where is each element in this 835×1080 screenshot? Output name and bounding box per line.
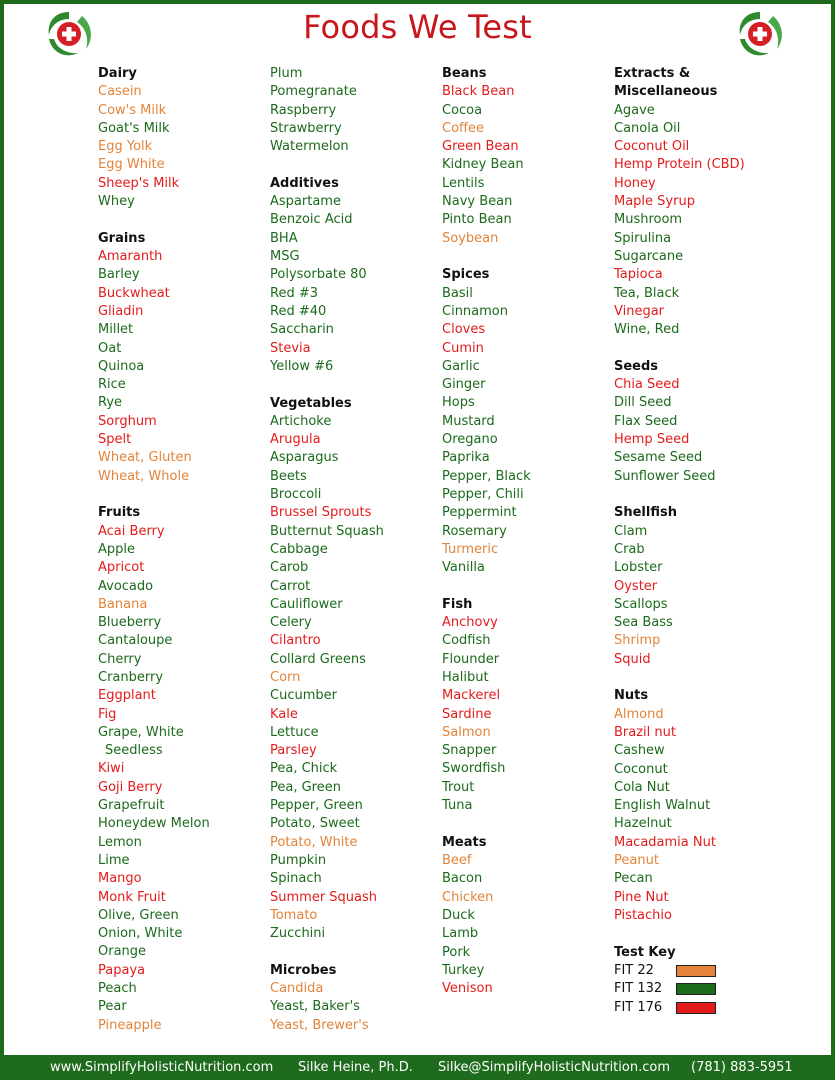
food-item: Plum: [270, 66, 303, 81]
food-item: Yeast, Baker's: [270, 999, 360, 1015]
food-item: Basil: [442, 285, 473, 301]
food-item: Acai Berry: [98, 523, 165, 539]
food-category: [442, 65, 612, 248]
food-item: Cucumber: [270, 688, 337, 704]
category-heading: Microbes: [270, 962, 337, 978]
food-item: Chicken: [442, 889, 494, 905]
food-item: Collard Greens: [270, 651, 366, 667]
food-item: Cabbage: [270, 541, 328, 557]
food-item: Turmeric: [442, 541, 499, 557]
food-item: BHA: [270, 230, 298, 246]
food-item: Pistachio: [614, 907, 672, 923]
food-item: Navy Bean: [442, 194, 513, 210]
food-item: Celery: [270, 615, 312, 631]
food-item: Cherry: [98, 651, 142, 667]
food-item: Anchovy: [442, 615, 498, 631]
food-item: Peanut: [614, 853, 659, 869]
food-item: Codfish: [442, 633, 491, 649]
food-item: Orange: [98, 944, 147, 960]
food-item: Buckwheat: [98, 285, 170, 301]
food-item: Mushroom: [614, 212, 683, 228]
food-item: Grapefruit: [98, 798, 165, 814]
food-item: Beef: [442, 853, 472, 869]
food-item: Brazil nut: [614, 724, 676, 740]
food-item: English Walnut: [614, 798, 711, 814]
food-category: [98, 230, 268, 486]
food-item: Artichoke: [270, 413, 332, 429]
food-item: Goat's Milk: [98, 120, 170, 136]
category-heading: Seeds: [614, 358, 659, 374]
food-item: Ginger: [442, 377, 486, 393]
test-key-label: FIT 176: [614, 999, 663, 1015]
food-item: Lamb: [442, 926, 479, 942]
category-heading: Spices: [442, 267, 490, 283]
food-item: Parsley: [270, 743, 317, 759]
food-item: Agave: [614, 102, 655, 118]
food-category: [614, 504, 784, 669]
food-item: Tapioca: [614, 267, 663, 283]
test-key-label: FIT 132: [614, 981, 663, 997]
food-item: Mustard: [442, 413, 495, 429]
food-item: Pineapple: [98, 1017, 162, 1033]
food-item: Goji Berry: [98, 779, 163, 795]
food-item: Olive, Green: [98, 907, 179, 923]
food-item: Honeydew Melon: [98, 816, 210, 832]
food-item: Grape, White: [98, 724, 184, 740]
food-item: Spelt: [98, 432, 132, 448]
test-key-swatch: [676, 983, 716, 995]
food-item: Tomato: [270, 907, 318, 923]
food-category: [442, 596, 612, 816]
food-item: Wheat, Whole: [98, 468, 190, 484]
food-item: Flounder: [442, 651, 500, 667]
food-item: Carob: [270, 560, 309, 576]
food-column-4: [614, 65, 784, 1035]
category-heading: Nuts: [614, 688, 649, 704]
food-item: Sunflower Seed: [614, 468, 716, 484]
food-item: Watermelon: [270, 139, 349, 155]
food-item: Honey: [614, 175, 656, 191]
category-heading: Grains: [98, 230, 146, 246]
food-item: Rosemary: [442, 523, 507, 539]
food-item: Fig: [98, 706, 117, 722]
footer-website-link[interactable]: www.SimplifyHolisticNutrition.com: [50, 1060, 274, 1075]
test-key-row: [614, 980, 784, 998]
food-item: Polysorbate 80: [270, 267, 367, 283]
food-item: Bacon: [442, 871, 483, 887]
food-item: Pepper, Green: [270, 798, 363, 814]
food-category: [270, 395, 440, 944]
food-item: Papaya: [98, 962, 146, 978]
test-key-row: [614, 999, 784, 1017]
category-heading: Miscellaneous: [614, 84, 718, 100]
food-item: Eggplant: [98, 688, 156, 704]
category-heading: Fish: [442, 596, 473, 612]
food-item: Sardine: [442, 706, 492, 722]
food-item: Pecan: [614, 871, 653, 887]
food-item: Tuna: [442, 798, 473, 814]
food-item: Pork: [442, 944, 471, 960]
food-item: Pear: [98, 999, 127, 1015]
food-item: MSG: [270, 249, 300, 265]
food-item: Turkey: [442, 962, 485, 978]
food-item: Venison: [442, 981, 493, 997]
food-item: Cola Nut: [614, 779, 670, 795]
food-item: Broccoli: [270, 487, 322, 503]
food-item: Hemp Protein (CBD): [614, 157, 745, 173]
food-item: Wheat, Gluten: [98, 450, 192, 466]
food-item: Almond: [614, 706, 664, 722]
food-item: Corn: [270, 669, 301, 685]
food-item: Cocoa: [442, 102, 483, 118]
category-heading: Meats: [442, 834, 487, 850]
food-item: Pine Nut: [614, 889, 669, 905]
test-key-swatch: [676, 1002, 716, 1014]
food-item: Dill Seed: [614, 395, 672, 411]
food-item: Potato, White: [270, 834, 358, 850]
category-heading: Beans: [442, 66, 487, 81]
food-category: [270, 175, 440, 376]
test-key-row: [614, 962, 784, 980]
food-item: Coconut: [614, 761, 668, 777]
food-item: Stevia: [270, 340, 311, 356]
food-category: [614, 65, 784, 339]
food-item: Vinegar: [614, 303, 665, 319]
food-item: Shrimp: [614, 633, 661, 649]
category-heading: Dairy: [98, 66, 137, 81]
food-item: Mackerel: [442, 688, 501, 704]
food-item: Aspartame: [270, 194, 341, 210]
food-item: Pomegranate: [270, 84, 357, 100]
food-item: Candida: [270, 981, 324, 997]
food-item: Sea Bass: [614, 615, 673, 631]
food-item: Clam: [614, 523, 648, 539]
food-item: Amaranth: [98, 249, 163, 265]
test-key-heading: Test Key: [614, 944, 676, 960]
food-item: Peach: [98, 981, 137, 997]
food-item: Onion, White: [98, 926, 183, 942]
food-item: Lentils: [442, 175, 485, 191]
food-item: Kiwi: [98, 761, 125, 777]
category-heading: Fruits: [98, 505, 141, 521]
food-item: Cauliflower: [270, 596, 343, 612]
food-item: Cloves: [442, 322, 486, 338]
food-item: Green Bean: [442, 139, 519, 155]
food-category: [270, 962, 440, 1035]
food-item: Apple: [98, 541, 136, 557]
food-item: Pepper, Chili: [442, 486, 524, 502]
food-item: Pumpkin: [270, 852, 327, 868]
food-item: Swordfish: [442, 761, 506, 777]
food-item: Avocado: [98, 578, 154, 594]
food-item: Monk Fruit: [98, 889, 166, 905]
food-item: Blueberry: [98, 615, 162, 631]
food-item: Yeast, Brewer's: [270, 1017, 369, 1033]
footer-phone: (781) 883-5951: [691, 1060, 793, 1075]
food-item: Pepper, Black: [442, 468, 531, 484]
test-key: [614, 944, 784, 1017]
food-item: Carrot: [270, 578, 311, 594]
test-key-label: FIT 22: [614, 962, 654, 978]
food-item: Seedless: [105, 743, 163, 759]
food-item: Butternut Squash: [270, 523, 384, 539]
food-item: Millet: [98, 322, 134, 338]
food-item: Sugarcane: [614, 248, 684, 264]
food-item: Sorghum: [98, 413, 157, 429]
food-column-2: [270, 65, 440, 1053]
food-item: Raspberry: [270, 102, 337, 118]
food-item: Lettuce: [270, 724, 319, 740]
food-item: Gliadin: [98, 303, 144, 319]
food-category: [270, 65, 440, 156]
footer-bar: [0, 1055, 835, 1080]
category-heading: Extracts &: [614, 66, 691, 81]
food-column-3: [442, 65, 612, 1017]
food-item: Pinto Bean: [442, 212, 512, 228]
food-item: Duck: [442, 907, 475, 923]
food-category: [614, 687, 784, 925]
food-item: Pea, Green: [270, 779, 341, 795]
food-item: Potato, Sweet: [270, 816, 360, 832]
footer-email-link[interactable]: Silke@SimplifyHolisticNutrition.com: [438, 1060, 670, 1075]
food-item: Casein: [98, 84, 142, 100]
category-heading: Shellfish: [614, 505, 677, 521]
food-item: Rice: [98, 377, 126, 393]
food-item: Cumin: [442, 340, 484, 356]
food-item: Soybean: [442, 230, 499, 246]
food-item: Cinnamon: [442, 303, 508, 319]
food-item: Halibut: [442, 669, 489, 685]
food-item: Zucchini: [270, 926, 326, 942]
food-item: Kidney Bean: [442, 157, 524, 173]
food-item: Asparagus: [270, 450, 339, 466]
food-item: Cranberry: [98, 669, 164, 685]
food-item: Squid: [614, 651, 651, 667]
food-item: Strawberry: [270, 120, 342, 136]
food-item: Coffee: [442, 120, 484, 136]
food-item: Sesame Seed: [614, 450, 703, 466]
food-item: Cilantro: [270, 633, 321, 649]
food-item: Vanilla: [442, 560, 485, 576]
food-item: Chia Seed: [614, 377, 680, 393]
food-item: Lime: [98, 852, 130, 868]
food-item: Egg Yolk: [98, 139, 153, 155]
food-item: Maple Syrup: [614, 194, 695, 210]
food-item: Benzoic Acid: [270, 212, 353, 228]
food-item: Garlic: [442, 358, 480, 374]
food-item: Spinach: [270, 871, 322, 887]
category-heading: Additives: [270, 175, 339, 191]
food-item: Beets: [270, 468, 307, 484]
food-item: Tea, Black: [614, 285, 680, 301]
food-item: Kale: [270, 706, 298, 722]
food-item: Salmon: [442, 724, 491, 740]
food-item: Hemp Seed: [614, 432, 690, 448]
food-item: Oregano: [442, 432, 498, 448]
food-item: Canola Oil: [614, 120, 681, 136]
food-item: Arugula: [270, 432, 321, 448]
food-item: Saccharin: [270, 322, 334, 338]
food-category: [98, 504, 268, 1035]
food-item: Red #3: [270, 285, 318, 301]
food-item: Whey: [98, 194, 135, 210]
food-item: Cashew: [614, 743, 665, 759]
food-item: Snapper: [442, 743, 497, 759]
food-item: Cantaloupe: [98, 633, 173, 649]
food-item: Rye: [98, 395, 123, 411]
food-item: Hops: [442, 395, 475, 411]
food-item: Spirulina: [614, 230, 672, 246]
food-item: Yellow #6: [270, 358, 334, 374]
food-item: Peppermint: [442, 505, 517, 521]
food-item: Banana: [98, 596, 148, 612]
food-item: Wine, Red: [614, 322, 680, 338]
page-title: Foods We Test: [303, 8, 532, 46]
food-item: Black Bean: [442, 84, 515, 100]
food-item: Paprika: [442, 450, 490, 466]
food-category: [442, 834, 612, 999]
food-item: Lobster: [614, 560, 663, 576]
food-item: Brussel Sprouts: [270, 505, 372, 521]
food-item: Oat: [98, 340, 122, 356]
test-key-swatch: [676, 965, 716, 977]
food-item: Crab: [614, 541, 645, 557]
food-item: Cow's Milk: [98, 102, 167, 118]
footer-author-name: Silke Heine, Ph.D.: [298, 1060, 413, 1075]
food-item: Macadamia Nut: [614, 834, 716, 850]
food-item: Mango: [98, 871, 142, 887]
food-item: Sheep's Milk: [98, 175, 180, 191]
food-item: Quinoa: [98, 358, 145, 374]
food-item: Oyster: [614, 578, 658, 594]
category-heading: Vegetables: [270, 395, 352, 411]
food-item: Red #40: [270, 303, 327, 319]
food-item: Hazelnut: [614, 816, 672, 832]
food-item: Flax Seed: [614, 413, 678, 429]
food-category: [442, 266, 612, 577]
food-category: [98, 65, 268, 211]
food-category: [614, 358, 784, 486]
food-item: Pea, Chick: [270, 761, 338, 777]
food-item: Apricot: [98, 560, 145, 576]
food-item: Coconut Oil: [614, 139, 690, 155]
food-item: Egg White: [98, 157, 165, 173]
food-item: Summer Squash: [270, 889, 378, 905]
food-item: Scallops: [614, 596, 668, 612]
food-item: Lemon: [98, 834, 142, 850]
food-item: Barley: [98, 267, 140, 283]
food-column-1: [98, 65, 268, 1053]
food-item: Trout: [442, 779, 475, 795]
